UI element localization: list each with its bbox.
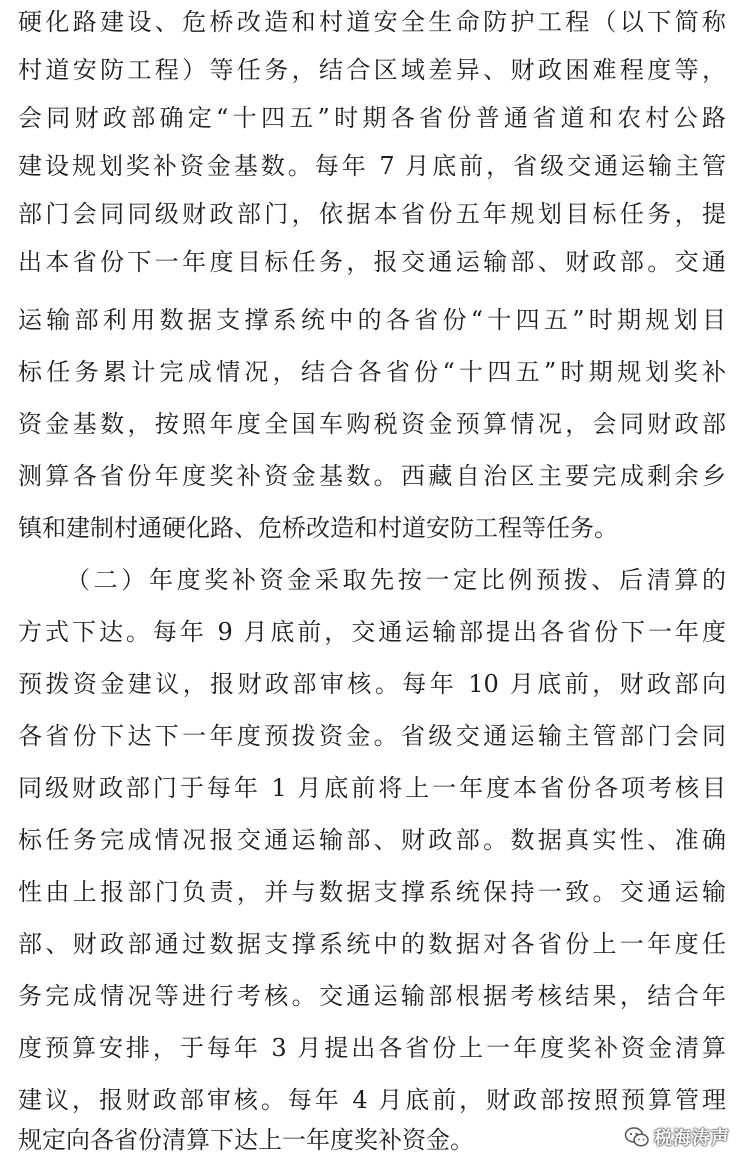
text-line-21: 度预算安排，于每年 3 月提出各省份上一年度奖补资金清算 — [18, 1034, 726, 1062]
text-line-17: 标任务完成情况报交通运输部、财政部。数据真实性、准确 — [18, 826, 726, 854]
text-line-16: 同级财政部门于每年 1 月底前将上一年度本省份各项考核目 — [18, 774, 726, 802]
text-line-13: 方式下达。每年 9 月底前，交通运输部提出各省份下一年度 — [18, 618, 726, 646]
text-line-6: 出本省份下一年度目标任务，报交通运输部、财政部。交通 — [18, 248, 726, 276]
text-line-4: 建设规划奖补资金基数。每年 7 月底前，省级交通运输主管 — [18, 152, 726, 180]
watermark-text: 税海涛声 — [654, 1128, 730, 1149]
text-line-12: （二）年度奖补资金采取先按一定比例预拨、后清算的 — [66, 566, 726, 594]
text-line-22: 建议，报财政部审核。每年 4 月底前，财政部按照预算管理 — [18, 1086, 726, 1114]
text-line-20: 务完成情况等进行考核。交通运输部根据考核结果，结合年 — [18, 982, 726, 1010]
text-line-2: 村道安防工程）等任务，结合区域差异、财政困难程度等， — [18, 56, 726, 84]
text-line-3: 会同财政部确定“十四五”时期各省份普通省道和农村公路 — [18, 104, 726, 132]
text-line-5: 部门会同同级财政部门，依据本省份五年规划目标任务，提 — [18, 200, 726, 228]
watermark — [624, 1121, 730, 1153]
text-line-9: 资金基数，按照年度全国车购税资金预算情况，会同财政部 — [18, 410, 726, 438]
text-line-18: 性由上报部门负责，并与数据支撑系统保持一致。交通运输 — [18, 878, 726, 906]
text-line-8: 标任务累计完成情况，结合各省份“十四五”时期规划奖补 — [18, 358, 726, 386]
text-line-23: 规定向各省份清算下达上一年度奖补资金。 — [18, 1126, 474, 1154]
text-line-14: 预拨资金建议，报财政部审核。每年 10 月底前，财政部向 — [18, 670, 726, 698]
wechat-icon — [624, 1126, 650, 1148]
text-line-1: 硬化路建设、危桥改造和村道安全生命防护工程（以下简称 — [18, 8, 726, 36]
text-line-19: 部、财政部通过数据支撑系统中的数据对各省份上一年度任 — [18, 930, 726, 958]
text-line-7: 运输部利用数据支撑系统中的各省份“十四五”时期规划目 — [18, 306, 726, 334]
text-line-10: 测算各省份年度奖补资金基数。西藏自治区主要完成剩余乡 — [18, 462, 726, 490]
text-line-15: 各省份下达下一年度预拨资金。省级交通运输主管部门会同 — [18, 722, 726, 750]
text-line-11: 镇和建制村通硬化路、危桥改造和村道安防工程等任务。 — [18, 514, 618, 542]
